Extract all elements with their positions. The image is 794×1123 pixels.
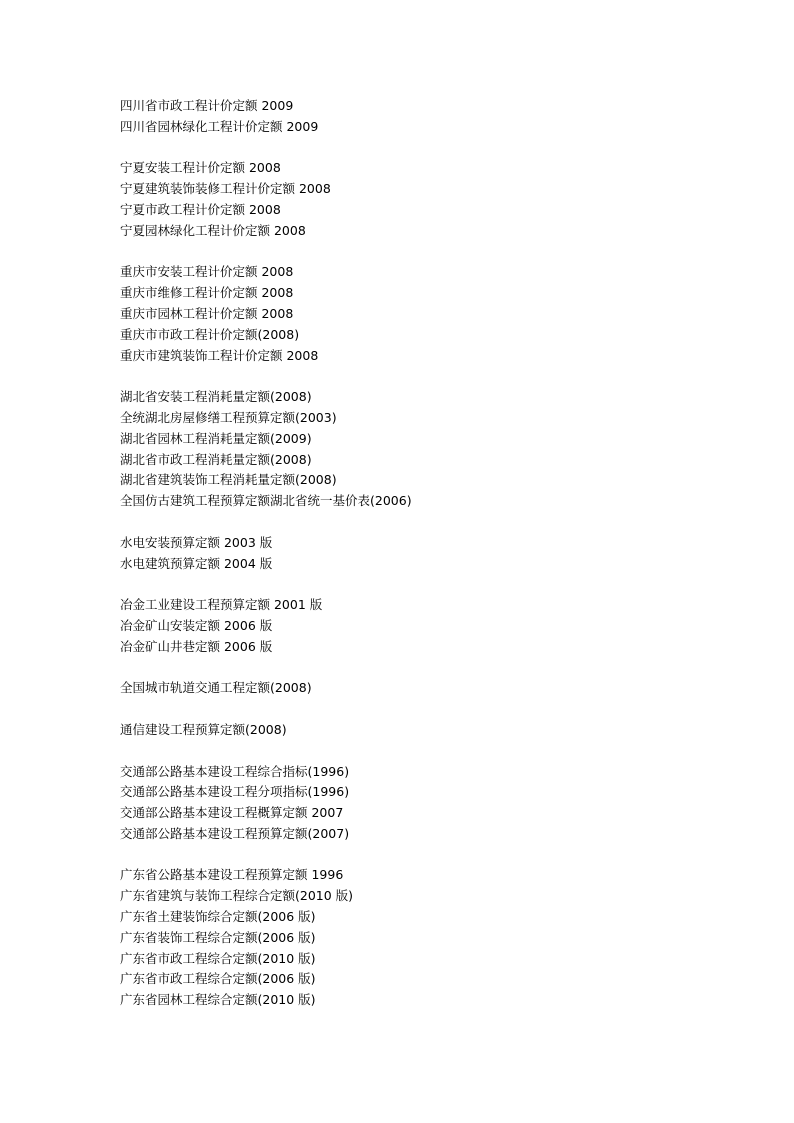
quota-item: 湖北省园林工程消耗量定额(2009) [120,430,312,446]
quota-item: 冶金矿山井巷定额 2006 版 [120,638,273,654]
quota-item: 交通部公路基本建设工程预算定额(2007) [120,825,350,841]
quota-group [120,762,760,845]
quota-item: 湖北省安装工程消耗量定额(2008) [120,389,312,405]
quota-item: 重庆市建筑装饰工程计价定额 2008 [120,347,319,363]
quota-item: 通信建设工程预算定额(2008) [120,721,287,737]
quota-item: 广东省公路基本建设工程预算定额 1996 [120,867,344,883]
quota-group [120,678,760,699]
quota-group [120,262,760,366]
quota-group [120,96,760,138]
quota-item: 宁夏建筑装饰装修工程计价定额 2008 [120,181,331,197]
quota-item: 冶金矿山安装定额 2006 版 [120,617,273,633]
quota-item: 广东省装饰工程综合定额(2006 版) [120,929,316,945]
quota-item: 全统湖北房屋修缮工程预算定额(2003) [120,409,337,425]
quota-group [120,533,760,575]
quota-item: 水电安装预算定额 2003 版 [120,534,273,550]
quota-item: 湖北省市政工程消耗量定额(2008) [120,451,312,467]
quota-list [120,96,760,1032]
quota-item: 交通部公路基本建设工程综合指标(1996) [120,763,350,779]
quota-item: 重庆市市政工程计价定额(2008) [120,326,300,342]
quota-item: 重庆市安装工程计价定额 2008 [120,264,294,280]
quota-item: 广东省土建装饰综合定额(2006 版) [120,909,316,925]
quota-group [120,595,760,657]
quota-group [120,387,760,512]
quota-item: 广东省市政工程综合定额(2006 版) [120,971,316,987]
quota-item: 交通部公路基本建设工程分项指标(1996) [120,784,350,800]
quota-item: 四川省市政工程计价定额 2009 [120,98,294,113]
quota-item: 全国城市轨道交通工程定额(2008) [120,680,312,696]
quota-item: 湖北省建筑装饰工程消耗量定额(2008) [120,472,337,488]
quota-item: 重庆市维修工程计价定额 2008 [120,285,294,301]
quota-item: 交通部公路基本建设工程概算定额 2007 [120,805,344,821]
quota-group [120,865,760,1011]
quota-item: 全国仿古建筑工程预算定额湖北省统一基价表(2006) [120,493,412,509]
quota-item: 冶金工业建设工程预算定额 2001 版 [120,597,323,613]
quota-group [120,720,760,741]
quota-item: 四川省园林绿化工程计价定额 2009 [120,118,319,134]
quota-item: 广东省市政工程综合定额(2010 版) [120,950,316,966]
quota-group [120,158,760,241]
quota-item: 水电建筑预算定额 2004 版 [120,555,273,571]
quota-item: 宁夏市政工程计价定额 2008 [120,201,281,217]
quota-item: 宁夏安装工程计价定额 2008 [120,160,281,176]
quota-item: 广东省园林工程综合定额(2010 版) [120,992,316,1008]
quota-item: 广东省建筑与装饰工程综合定额(2010 版) [120,888,354,904]
quota-item: 重庆市园林工程计价定额 2008 [120,305,294,321]
quota-item: 宁夏园林绿化工程计价定额 2008 [120,222,306,238]
